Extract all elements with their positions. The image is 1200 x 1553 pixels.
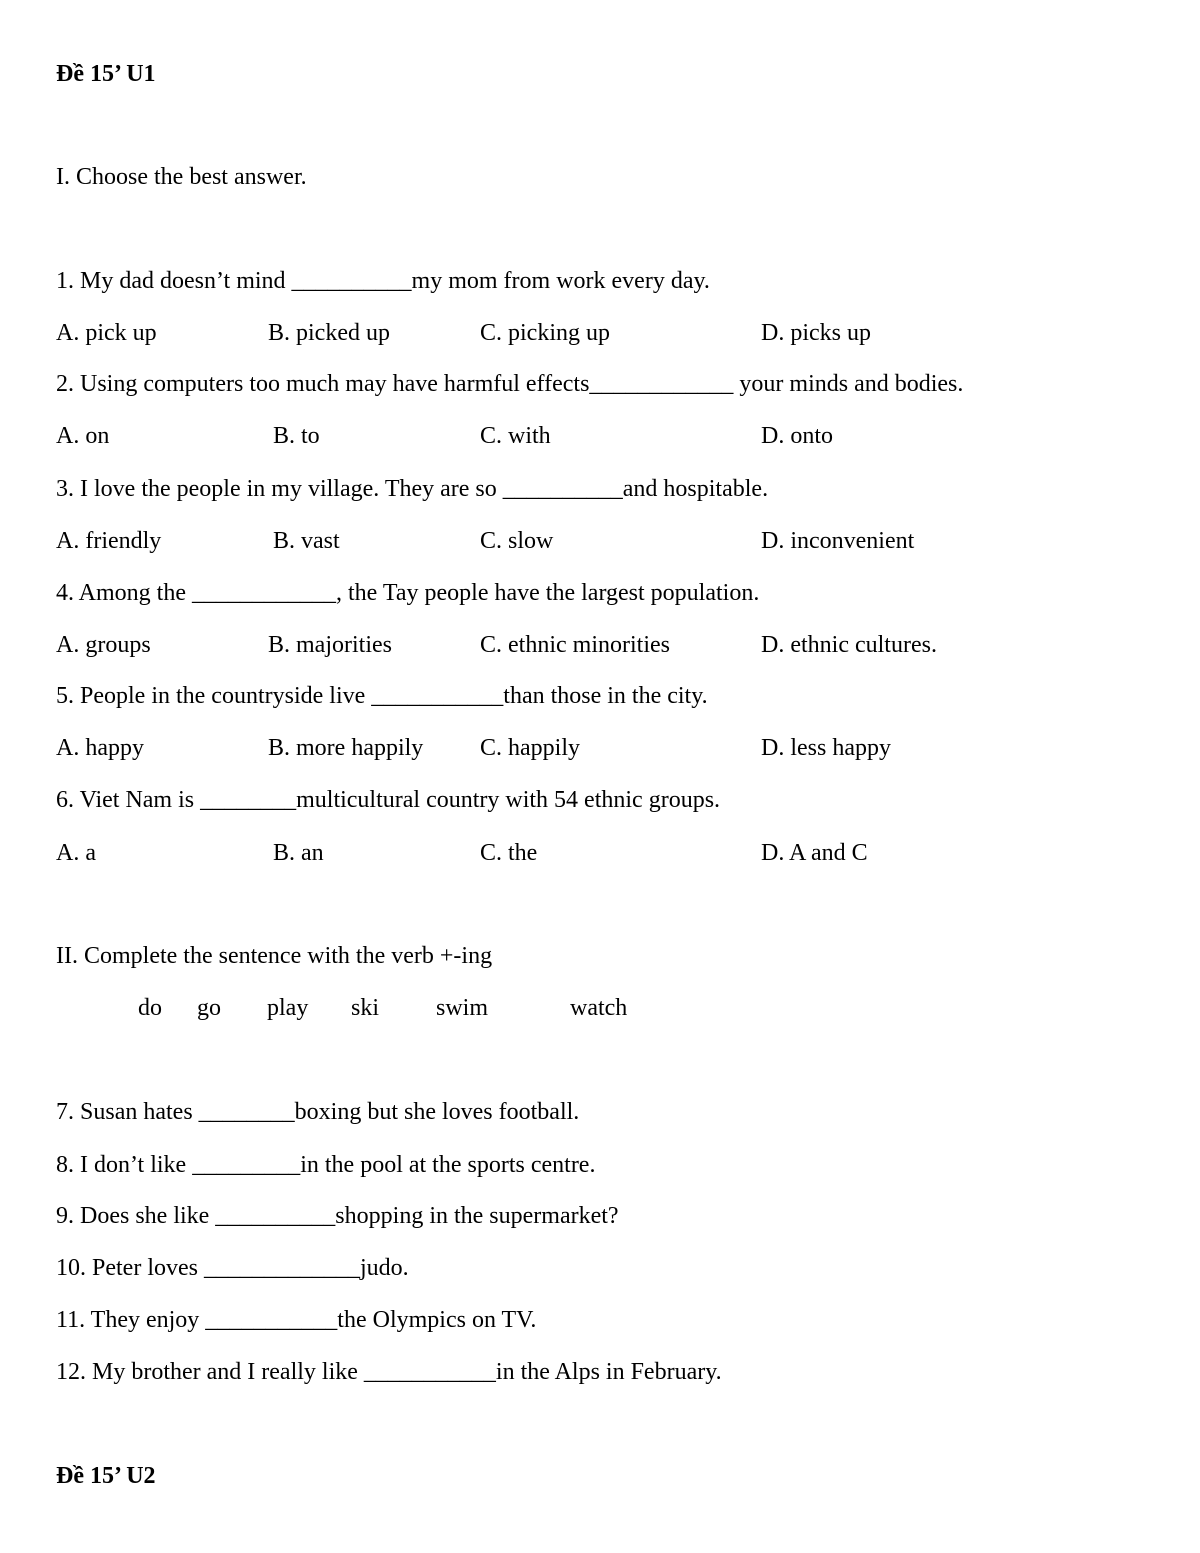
question-5: 5. People in the countryside live ___________than those in the city. [56, 683, 708, 709]
question-6-option-c: C. the [480, 840, 538, 866]
test-2-title: Đề 15’ U2 [56, 1463, 156, 1489]
question-1-option-a: A. pick up [56, 320, 157, 346]
word-bank-item: ski [351, 995, 380, 1021]
question-4-option-d: D. ethnic cultures. [761, 632, 937, 658]
sentence-12: 12. My brother and I really like ___________in the Alps in February. [56, 1359, 722, 1385]
question-2-option-d: D. onto [761, 423, 833, 449]
question-2: 2. Using computers too much may have harmful effects____________ your minds and bodies. [56, 371, 964, 397]
question-3-option-c: C. slow [480, 528, 554, 554]
question-1-option-b: B. picked up [268, 320, 390, 346]
sentence-9: 9. Does she like __________shopping in the supermarket? [56, 1203, 619, 1229]
question-3-option-a: A. friendly [56, 528, 162, 554]
word-bank-item: do [138, 995, 162, 1021]
word-bank-item: play [267, 995, 309, 1021]
word-bank-item: swim [436, 995, 489, 1021]
sentence-11: 11. They enjoy ___________the Olympics on TV. [56, 1307, 537, 1333]
question-2-option-b: B. to [273, 423, 320, 449]
question-4-option-a: A. groups [56, 632, 151, 658]
question-5-option-c: C. happily [480, 735, 580, 761]
question-5-option-a: A. happy [56, 735, 144, 761]
question-1-option-c: C. picking up [480, 320, 610, 346]
question-2-option-c: C. with [480, 423, 551, 449]
question-3-option-b: B. vast [273, 528, 340, 554]
section-1-heading: I. Choose the best answer. [56, 164, 307, 190]
question-4: 4. Among the ____________, the Tay people have the largest population. [56, 580, 760, 606]
question-4-option-b: B. majorities [268, 632, 392, 658]
word-bank-item: watch [570, 995, 628, 1021]
question-5-option-b: B. more happily [268, 735, 424, 761]
question-6-option-a: A. a [56, 840, 96, 866]
sentence-7: 7. Susan hates ________boxing but she loves football. [56, 1099, 580, 1125]
question-1: 1. My dad doesn’t mind __________my mom from work every day. [56, 268, 710, 294]
question-3-option-d: D. inconvenient [761, 528, 915, 554]
word-bank-item: go [197, 995, 221, 1021]
sentence-10: 10. Peter loves _____________judo. [56, 1255, 409, 1281]
question-2-option-a: A. on [56, 423, 110, 449]
question-6-option-b: B. an [273, 840, 324, 866]
section-2-heading: II. Complete the sentence with the verb +-ing [56, 943, 493, 969]
test-1-title: Đề 15’ U1 [56, 61, 156, 87]
question-6-option-d: D. A and C [761, 840, 868, 866]
question-3: 3. I love the people in my village. They are so __________and hospitable. [56, 476, 769, 502]
sentence-8: 8. I don’t like _________in the pool at the sports centre. [56, 1152, 596, 1178]
question-4-option-c: C. ethnic minorities [480, 632, 670, 658]
question-6: 6. Viet Nam is ________multicultural country with 54 ethnic groups. [56, 787, 721, 813]
question-5-option-d: D. less happy [761, 735, 891, 761]
question-1-option-d: D. picks up [761, 320, 871, 346]
